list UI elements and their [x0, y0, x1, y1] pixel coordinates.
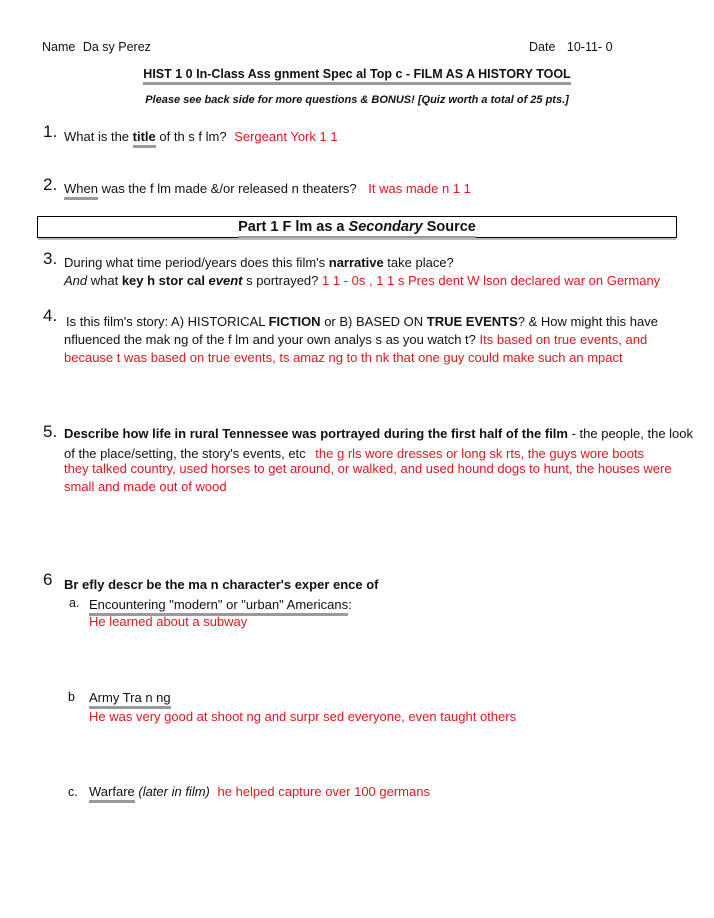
question-6b-label: b: [68, 690, 75, 704]
question-3-number: 3.: [43, 249, 58, 268]
assignment-title-text: HIST 1 0 In-Class Ass gnment Spec al Top c - FILM AS A HISTORY TOOL: [143, 67, 570, 85]
question-6a-colon: :: [348, 597, 352, 612]
question-5-bold: Describe how life in rural Tennessee was portrayed during the first half of the film: [64, 426, 568, 441]
question-1-post: of th s f lm?: [155, 129, 227, 144]
part-1-title-post: Source: [422, 219, 476, 235]
answer-5-part-1: the g rls wore dresses or long sk rts, the guys wore boots: [315, 446, 645, 461]
question-1-keyword: title: [133, 129, 156, 148]
question-3-line-2: [64, 273, 660, 288]
question-6c-paren: (later in film): [134, 784, 210, 799]
question-6b: [89, 690, 171, 705]
question-6-number: 6: [43, 570, 53, 589]
part-1-header: [37, 216, 677, 238]
answer-6a: He learned about a subway: [89, 614, 248, 629]
answer-5-part-2: they talked country, used horses to get around, or walked, and used hound dogs to hunt, the houses were: [64, 461, 672, 476]
student-name: Da sy Perez: [82, 40, 151, 54]
question-2: [64, 181, 471, 196]
question-4-mid: or B) BASED ON: [320, 314, 427, 329]
name-field: [42, 40, 151, 54]
answer-3: 1 1 - 0s , 1 1 s Pres dent W lson declared war on Germany: [322, 273, 661, 288]
question-2-keyword: When: [64, 181, 98, 200]
question-5-line-2: [64, 446, 644, 461]
answer-4-part-2: because t was based on true events, ts amaz ng to th nk that one guy could make such an mpact: [64, 350, 623, 365]
question-3-key-historical: key h stor cal: [121, 273, 209, 288]
part-1-shadow: [38, 238, 676, 240]
question-6c-text: Warfare: [89, 784, 135, 803]
question-6c-label: c.: [68, 785, 78, 799]
question-3-portrayed: s portrayed?: [242, 273, 319, 288]
question-5-number: 5.: [43, 422, 58, 441]
date-label: Date: [529, 40, 556, 54]
question-4-line-1: [66, 314, 658, 329]
question-3-line-1: [64, 255, 454, 270]
answer-2: It was made n 1 1: [368, 181, 471, 196]
part-1-title-pre: Part 1 F lm as a: [238, 219, 349, 235]
question-5-line-1: [64, 426, 693, 441]
name-label: Name: [42, 40, 76, 54]
question-6a-text: Encountering "modern" or "urban" Americans: [89, 597, 348, 616]
question-6a-label: a.: [69, 596, 80, 610]
question-6c: [89, 784, 430, 799]
question-3-text: During what time period/years does this film's: [64, 255, 329, 270]
question-2-post: was the f lm made &/or released n theaters?: [97, 181, 357, 196]
answer-5-part-3: small and made out of wood: [64, 479, 227, 494]
question-4-line-2: [64, 332, 647, 347]
question-4-post: ? & How might this have: [517, 314, 658, 329]
question-3-keyword: narrative: [328, 255, 384, 270]
question-1-pre: What is the: [64, 129, 133, 144]
question-4-number: 4.: [43, 306, 58, 325]
question-3-event: event: [208, 273, 243, 288]
date-value: 10-11- 0: [566, 40, 613, 54]
question-6-prompt: Br efly descr be the ma n character's exper ence of: [64, 577, 379, 592]
question-6a: [89, 597, 352, 612]
question-4-line-2-text: nfluenced the mak ng of the f lm and your own analys s as you watch t?: [64, 332, 476, 347]
question-4-fiction: FICTION: [268, 314, 321, 329]
answer-1: Sergeant York 1 1: [234, 129, 338, 144]
question-2-number: 2.: [43, 175, 58, 194]
question-3-and: And: [64, 273, 88, 288]
date-field: [529, 40, 613, 54]
question-4-true-events: TRUE EVENTS: [426, 314, 518, 329]
question-3-post: take place?: [383, 255, 454, 270]
assignment-title: [0, 67, 714, 81]
answer-6c: he helped capture over 100 germans: [217, 784, 430, 799]
question-5-post: - the people, the look: [567, 426, 694, 441]
question-6b-text: Army Tra n ng: [89, 690, 171, 709]
answer-6b: He was very good at shoot ng and surpr sed everyone, even taught others: [89, 709, 517, 724]
question-1: [64, 129, 338, 144]
question-1-number: 1.: [43, 122, 58, 141]
assignment-subtitle: Please see back side for more questions & BONUS! [Quiz worth a total of 25 pts.]: [145, 94, 569, 106]
question-4-text: Is this film's story: A) HISTORICAL: [66, 314, 269, 329]
question-3-what: what: [87, 273, 122, 288]
answer-4-part-1: Its based on true events, and: [479, 332, 648, 347]
question-5-line-2-text: of the place/setting, the story's events, etc: [64, 446, 306, 461]
part-1-title-italic: Secondary: [348, 219, 423, 235]
part-1-title: [38, 217, 676, 237]
